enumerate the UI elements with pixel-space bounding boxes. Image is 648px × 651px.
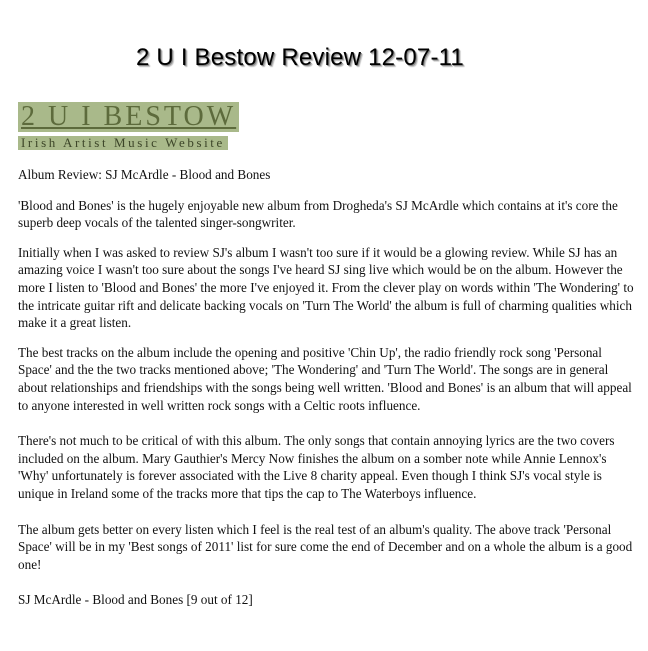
review-signoff: SJ McArdle - Blood and Bones [9 out of 12] [18, 592, 253, 608]
brand-subtitle: Irish Artist Music Website [18, 136, 228, 150]
review-paragraph-4: There's not much to be critical of with this album. The only songs that contain annoying lyrics are the two covers included on the album. Mary Gauthier's Mercy Now finishes the album on a somber note while Annie Lennox's 'Why' unfortunately is forever associated with the Live 8 charity appeal. Even though I think SJ's vocal style is unique in Ireland some of the tracks more that tips the cap to The Waterboys influence. [18, 433, 615, 501]
review-paragraph-5: The album gets better on every listen which I feel is the real test of an album's quality. The above track 'Personal Space' will be in my 'Best songs of 2011' list for sure come the end of December and on a whole the album is a good one! [18, 521, 633, 572]
review-paragraph-2: Initially when I was asked to review SJ's album I wasn't too sure if it would be a glowing review. While SJ has an amazing voice I wasn't too sure about the songs I've heard SJ sing live which would be on the album. However the more I listen to 'Blood and Bones' the more I've enjoyed it. From the clever play on words within 'The Wondering' to the intricate guitar rift and delicate backing vocals on 'Turn The World' the album is full of charming qualities which make it a great listen. [18, 244, 634, 331]
review-paragraph-3: The best tracks on the album include the opening and positive 'Chin Up', the radio friendly rock song 'Personal Space' and the the two tracks mentioned above; 'The Wondering' and 'Turn The World'. The songs are in general about relationships and friendships with the songs being well written. 'Blood and Bones' is an album that will appeal to anyone interested in well written rock songs with a Celtic roots influence. [18, 344, 632, 413]
document-title: 2 U I Bestow Review 12-07-11 [136, 44, 464, 71]
brand-header [18, 102, 239, 151]
review-body [18, 166, 636, 609]
review-heading: Album Review: SJ McArdle - Blood and Bones [18, 167, 271, 182]
review-paragraph-1: 'Blood and Bones' is the hugely enjoyable new album from Drogheda's SJ McArdle which contains at it's core the superb deep vocals of the talented singer-songwriter. [18, 197, 618, 231]
brand-name[interactable]: 2 U I BESTOW [18, 102, 239, 132]
